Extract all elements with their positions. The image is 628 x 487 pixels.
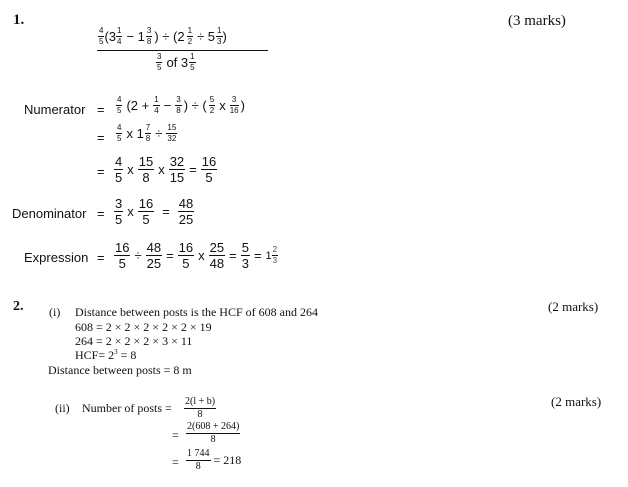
equals-sign: = — [97, 164, 105, 179]
marks-q2-i: (2 marks) — [548, 299, 599, 314]
posts-formula-fraction: $\frac{2(l + b)}{8}$ — [185, 396, 216, 420]
question-number-1: 1. — [13, 12, 25, 28]
equals-sign: = — [97, 102, 105, 117]
marks-q2-ii: (2 marks) — [551, 394, 602, 409]
header-denominator: $\frac{3}{5}$ of 3 $\frac{1}{5}$ — [157, 52, 195, 72]
expression-line: $\frac{16}{5}$ ÷ $\frac{48}{25}$ = $\frac{16}{5}$ x $\frac{25}{48}$ = $\frac{5}{3}$ = 1 $\frac{2}{3}$ — [115, 240, 278, 271]
distance-result: Distance between posts = 8 m — [48, 363, 192, 377]
equals-sign: = — [172, 455, 179, 469]
equals-sign: = — [97, 130, 105, 145]
factorization-608: 608 = 2 × 2 × 2 × 2 × 2 × 19 — [75, 320, 212, 334]
marks-q1: (3 marks) — [508, 13, 566, 29]
numerator-line-1: $\frac{4}{5}$ (2 + $\frac{1}{4}$ − $\frac{3}{8}$ ) ÷ ( $\frac{5}{2}$ x $\frac{3}{16}$ ) — [117, 95, 245, 115]
fraction: $\frac{4}{5}$ — [99, 26, 104, 46]
denominator-line: $\frac{3}{5}$ x $\frac{16}{5}$ = $\frac{48}{25}$ — [115, 196, 194, 227]
numerator-label: Numerator — [24, 102, 86, 117]
numerator-line-3: $\frac{4}{5}$ x $\frac{15}{8}$ x $\frac{32}{15}$ = $\frac{16}{5}$ — [115, 154, 217, 185]
part-ii-text: Number of posts = — [82, 401, 172, 415]
part-ii-label: (ii) — [55, 401, 70, 415]
equals-sign: = — [97, 250, 105, 265]
posts-final-line: $\frac{1 744}{8}$ = 218 — [187, 448, 242, 472]
equals-sign: = — [97, 206, 105, 221]
header-fraction-bar — [97, 50, 268, 51]
denominator-label: Denominator — [12, 206, 87, 221]
hcf-line: $HCF= 2^3 = 8$ — [75, 348, 137, 362]
equals-sign: = — [172, 428, 179, 442]
part-i-text: Distance between posts is the HCF of 608 and 264 — [75, 305, 318, 319]
posts-substitution-fraction: $\frac{2(608 + 264)}{8}$ — [187, 421, 240, 445]
expression-label: Expression — [24, 250, 89, 265]
part-i-label: (i) — [49, 305, 61, 319]
header-numerator: $\frac{4}{5}$ (3 $\frac{1}{4}$ − 1 $\frac{3}{8}$ ) ÷ (2 $\frac{1}{2}$ ÷ 5 $\frac{1}{3}$ ) — [99, 26, 227, 46]
factorization-264: 264 = 2 × 2 × 2 × 3 × 11 — [75, 334, 193, 348]
numerator-line-2: $\frac{4}{5}$ x 1 $\frac{7}{8}$ ÷ $\frac{15}{32}$ — [117, 123, 177, 143]
question-number-2: 2. — [13, 299, 24, 314]
